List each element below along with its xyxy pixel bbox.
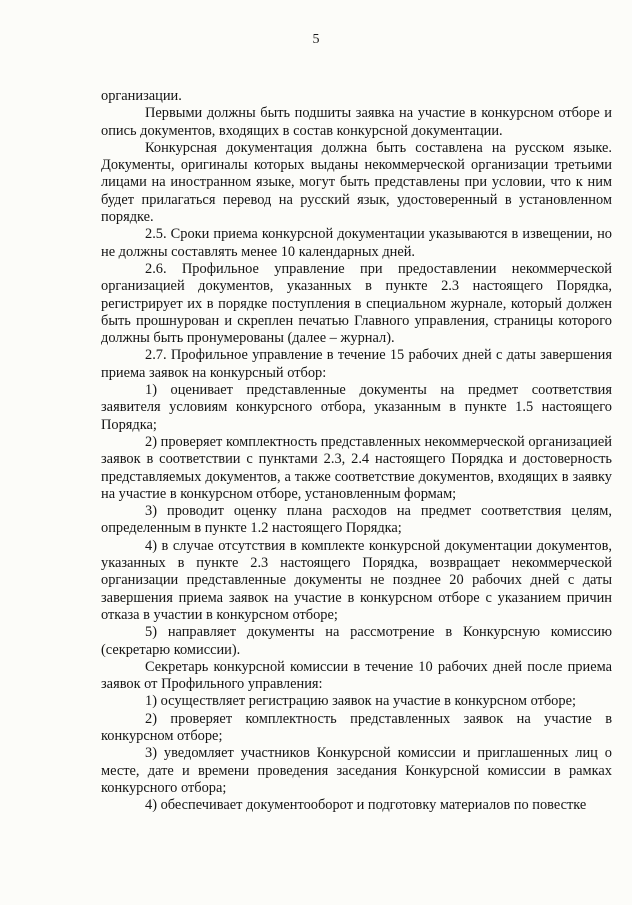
paragraph: 2.7. Профильное управление в течение 15 рабочих дней с даты завершения приема заявок на конкурсный отбор:	[101, 347, 612, 381]
list-item: 1) осуществляет регистрацию заявок на участие в конкурсном отборе;	[145, 693, 576, 710]
list-item: 3) уведомляет участников Конкурсной комиссии и приглашенных лиц о месте, дате и времени проведения заседания Конкурсной комиссии в рамках конкурсного отбора;	[101, 745, 612, 796]
list-item: 5) направляет документы на рассмотрение в Конкурсную комиссию (секретарю комиссии).	[101, 624, 612, 658]
list-item: 4) обеспечивает документооборот и подготовку материалов по повестке	[145, 797, 587, 814]
list-item: 2) проверяет комплектность представленных заявок на участие в конкурсном отборе;	[101, 710, 612, 744]
paragraph: Конкурсная документация должна быть составлена на русском языке. Документы, оригиналы которых выданы некоммерческой организации третьими лицами на иностранном языке, могут быть представлены при условии, что к ним будет прилагаться перевод на русский язык, удостоверенный в установленном порядке.	[101, 139, 612, 226]
list-item: 1) оценивает представленные документы на предмет соответствия заявителя условиям конкурсного отбора, указанным в пункте 1.5 настоящего Порядка;	[101, 382, 612, 433]
paragraph: организации.	[101, 88, 182, 104]
paragraph: 2.5. Сроки приема конкурсной документации указываются в извещении, но не должны составлять менее 10 календарных дней.	[101, 226, 612, 260]
paragraph: 2.6. Профильное управление при предоставлении некоммерческой организацией документов, указанных в пункте 2.3 настоящего Порядка, регистрирует их в порядке поступления в специальном журнале, который должен быть прошнурован и скреплен печатью Главного управления, страницы которого должны быть пронумерованы (далее – журнал).	[101, 260, 612, 347]
paragraph: Секретарь конкурсной комиссии в течение 10 рабочих дней после приема заявок от Профильного управления:	[101, 658, 612, 693]
list-item: 3) проводит оценку плана расходов на предмет соответствия целям, определенным в пункте 1.2 настоящего Порядка;	[101, 503, 612, 537]
list-item: 2) проверяет комплектность представленных некоммерческой организацией заявок в соответствии с пунктами 2.3, 2.4 настоящего Порядка и достоверность представляемых документов, а также соответствие документов, входящих в заявку на участие в конкурсном отборе, установленным формам;	[101, 433, 612, 502]
document-body	[101, 88, 612, 814]
page-number: 5	[312, 32, 320, 47]
list-item: 4) в случае отсутствия в комплекте конкурсной документации документов, указанных в пункте 2.3 настоящего Порядка, возвращает некоммерческой организации представленные документы не позднее 20 рабочих дней с даты завершения приема заявок на участие в конкурсном отборе с указанием причин отказа в участии в конкурсном отборе;	[101, 537, 612, 623]
paragraph: Первыми должны быть подшиты заявка на участие в конкурсном отборе и опись документов, входящих в состав конкурсной документации.	[101, 105, 612, 139]
